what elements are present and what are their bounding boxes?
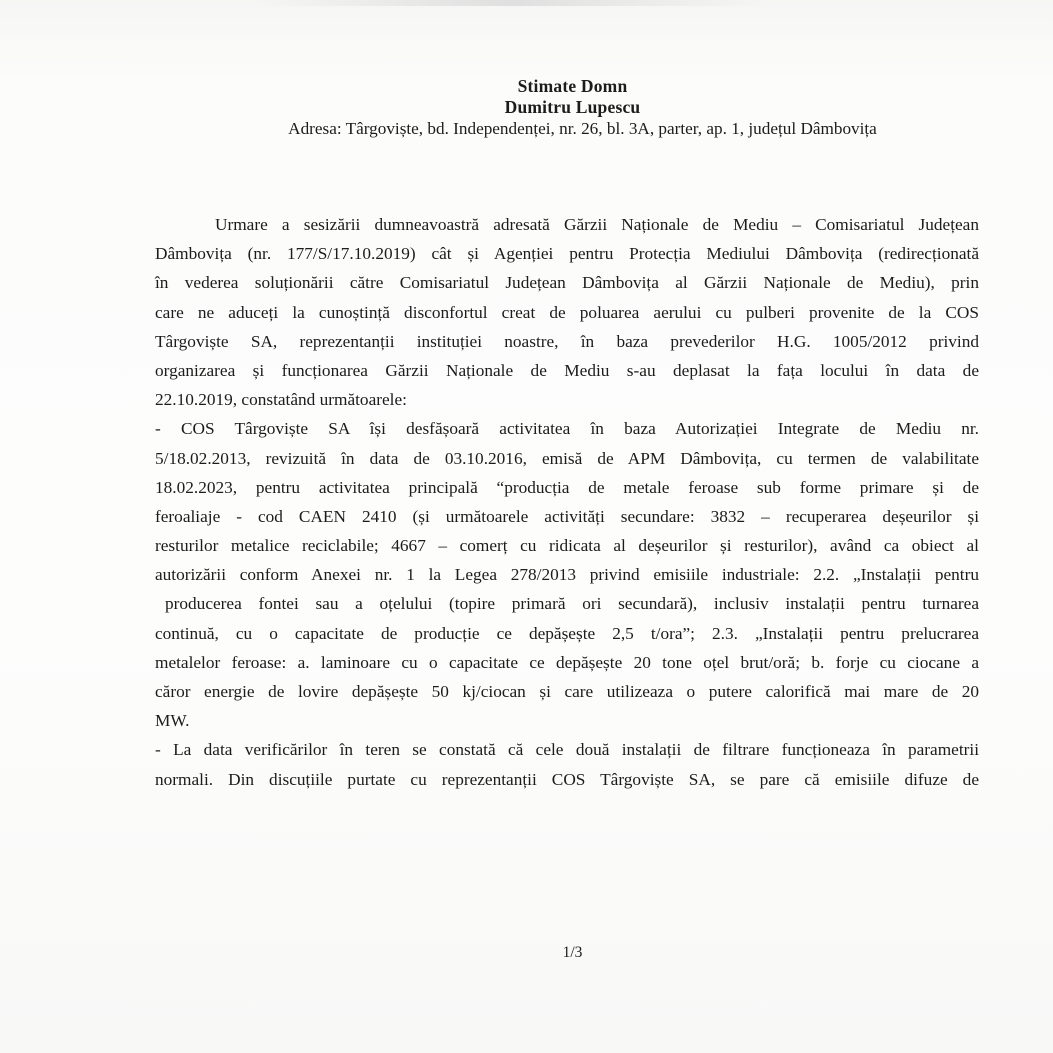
body-line: - COS Târgoviște SA își desfășoară activitatea în baza Autorizației Integrate de Mediu nr. — [155, 419, 979, 439]
body-line: resturilor metalice reciclabile; 4667 – comerț cu ridicata al deșeurilor și resturilor), având ca obiect al — [155, 536, 979, 556]
body-line: Dâmbovița (nr. 177/S/17.10.2019) cât și Agenției pentru Protecția Mediului Dâmbovița (redirecționată — [155, 244, 979, 264]
body-line: 22.10.2019, constatând următoarele: — [155, 390, 407, 410]
body-line: 5/18.02.2013, revizuită în data de 03.10.2016, emisă de APM Dâmbovița, cu termen de valabilitate — [155, 448, 979, 468]
body-line: continuă, cu o capacitate de producție ce depășește 2,5 t/ora”; 2.3. „Instalații pentru prelucrarea — [155, 623, 979, 643]
body-line: care ne aduceți la cunoștință disconfortul creat de poluarea aerului cu pulberi provenite de la COS — [155, 302, 979, 322]
body-line: în vederea soluționării către Comisariatul Județean Dâmbovița al Gărzii Naționale de Mediu), prin — [155, 273, 979, 293]
scan-artifact — [250, 0, 770, 6]
body-line: Urmare a sesizării dumneavoastră adresată Gărzii Naționale de Mediu – Comisariatul Județean — [215, 215, 979, 234]
body-line: organizarea și funcționarea Gărzii Naționale de Mediu s-au deplasat la fața locului în data de — [155, 360, 979, 380]
body-line: normali. Din discuțiile purtate cu reprezentanții COS Târgoviște SA, se pare că emisiile difuze de — [155, 769, 979, 789]
body-line: metalelor feroase: a. laminoare cu o capacitate ce depășește 20 tone oțel brut/oră; b. forje cu ciocane a — [155, 652, 979, 672]
body-line: - La data verificărilor în teren se constată că cele două instalații de filtrare funcționeaza în parametrii — [155, 740, 979, 760]
body-line: feroaliaje - cod CAEN 2410 (și următoarele activități secundare: 3832 – recuperarea deșeurilor și — [155, 506, 979, 526]
body-line: căror energie de lovire depășește 50 kj/ciocan și care utilizeaza o putere calorifică mai mare de 20 — [155, 682, 979, 701]
body-line: producerea fontei sau a oțelului (topire primară ori secundară), inclusiv instalații pentru turnarea — [165, 594, 979, 614]
body-line: MW. — [155, 711, 190, 731]
page-number: 1/3 — [562, 944, 583, 961]
body-line: 18.02.2023, pentru activitatea principală “producția de metale feroase sub forme primare și de — [155, 477, 979, 497]
recipient-name: Dumitru Lupescu — [504, 97, 641, 117]
letter-body — [155, 210, 979, 794]
salutation: Stimate Domn — [517, 76, 628, 96]
body-line: Târgoviște SA, reprezentanții instituției noastre, în baza prevederilor H.G. 1005/2012 privind — [155, 331, 979, 351]
body-line: autorizării conform Anexei nr. 1 la Legea 278/2013 privind emisiile industriale: 2.2. „Instalații pentru — [155, 565, 979, 585]
recipient-address: Adresa: Târgoviște, bd. Independenței, nr. 26, bl. 3A, parter, ap. 1, județul Dâmbovița — [288, 119, 877, 138]
